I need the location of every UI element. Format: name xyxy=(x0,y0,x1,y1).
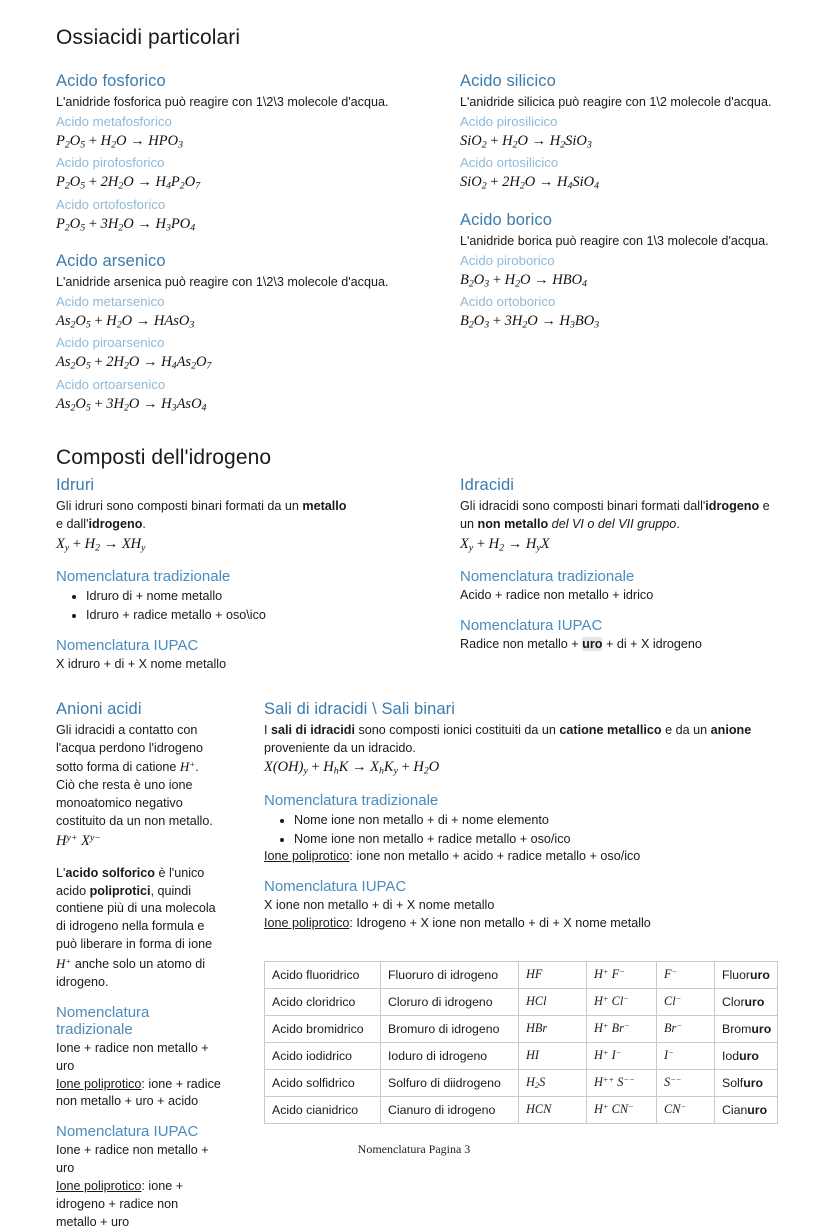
acido-arsenico-intro: L'anidride arsenica può reagire con 1\2\3 molecole d'acqua. xyxy=(56,275,389,289)
acido-borico-block xyxy=(460,211,778,334)
idracidi-iupac-part-b: + di + X idrogeno xyxy=(602,636,702,651)
anioni-iupac-poliprotico xyxy=(56,1178,221,1232)
idruri-nomenclatura-iupac-heading: Nomenclatura IUPAC xyxy=(56,636,199,654)
acido-borico-intro: L'anidride borica può reagire con 1\3 molecole d'acqua. xyxy=(460,233,769,248)
cell-anion: Br− xyxy=(657,1016,715,1043)
sali-def-sali-di-idracidi: sali di idracidi xyxy=(271,722,355,737)
idracidi-def-non-metallo: non metallo xyxy=(477,516,549,531)
idrogeno-columns xyxy=(56,476,778,674)
anion-name-suffix: uro xyxy=(751,1021,772,1036)
cell-iupac-name: Solfuro di diidrogeno xyxy=(381,1070,519,1097)
idracidi-tradizionale-rule: Acido + radice non metallo + idrico xyxy=(460,587,654,602)
anioni-cation-formula: H+ xyxy=(179,759,196,775)
acido-pirosilicico-label: Acido pirosilicico xyxy=(460,113,558,129)
anion-name-suffix: uro xyxy=(747,1102,768,1117)
sali-tradizionale-list xyxy=(264,811,778,849)
idruri-def-metallo: metallo xyxy=(302,499,347,513)
anioni-ione-formula: H+ xyxy=(56,956,72,972)
cell-anion: F− xyxy=(657,962,715,989)
anioni-para1-text: Gli idracidi a contatto con l'acqua perdono l'idrogeno sotto forma di catione xyxy=(56,722,203,775)
anioni-nomenclatura-iupac-heading: Nomenclatura IUPAC xyxy=(56,1123,199,1141)
anioni-paragraph-3 xyxy=(56,865,221,992)
composti-idrogeno-title: Composti dell'idrogeno xyxy=(56,446,272,469)
idracidi-definition xyxy=(460,498,778,534)
idracidi-iupac-uro-highlight: uro xyxy=(582,636,603,651)
idruri-nomenclatura-tradizionale-heading: Nomenclatura tradizionale xyxy=(56,567,231,585)
cell-anion-name xyxy=(715,1097,778,1124)
anion-name-root: Brom xyxy=(722,1021,752,1036)
anion-name-root: Cian xyxy=(722,1102,748,1117)
idracidi-nomenclatura-iupac-heading: Nomenclatura IUPAC xyxy=(460,616,603,634)
acido-metarsenico-label: Acido metarsenico xyxy=(56,293,165,309)
cell-acid-name: Acido bromidrico xyxy=(265,1016,381,1043)
acido-ortosilicico-label: Acido ortosilicico xyxy=(460,155,559,171)
cell-anion-name xyxy=(715,1043,778,1070)
anioni-equation: $H^{y+}$ $X^{y-}$ xyxy=(56,832,101,849)
anion-name-root: Solf xyxy=(722,1075,744,1090)
anioni-acidi-heading: Anioni acidi xyxy=(56,699,142,718)
list-item: • Idruro di + nome metallo xyxy=(86,587,452,606)
cell-ions: H++ S−− xyxy=(587,1070,657,1097)
cell-formula: HI xyxy=(519,1043,587,1070)
anioni-tradizionale-poliprotico xyxy=(56,1076,221,1112)
cell-anion-name xyxy=(715,1016,778,1043)
acido-silicico-intro: L'anidride silicica può reagire con 1\2 molecole d'acqua. xyxy=(460,95,772,109)
anioni-acido-solforico: acido solforico xyxy=(65,865,155,880)
anioni-para3-c: è l'unico acido xyxy=(56,865,205,898)
table-row xyxy=(265,962,778,989)
anioni-trad-poli-label: Ione poliprotico xyxy=(56,1076,142,1091)
idracidi-def-part-a: Gli idracidi sono composti binari formati dall' xyxy=(460,499,706,513)
anion-name-suffix: uro xyxy=(750,967,770,982)
sali-def-g: proveniente da un idracido. xyxy=(264,740,416,755)
acido-borico-heading: Acido borico xyxy=(460,210,552,229)
idruri-iupac-rule: X idruro + di + X nome metallo xyxy=(56,656,227,671)
acido-pirofosforico-equation: $P_2O_5 + 2H_2O \to H_4P_2O_7$ xyxy=(56,174,201,192)
acido-metafosforico-equation: $P_2O_5 + H_2O \to HPO_3$ xyxy=(56,133,183,151)
idracidi-iupac-rule xyxy=(460,636,778,654)
acido-silicico-heading: Acido silicico xyxy=(460,72,556,90)
page-title: Ossiacidi particolari xyxy=(56,26,241,49)
acido-fosforico-block xyxy=(56,72,452,236)
cell-anion: Cl− xyxy=(657,989,715,1016)
acido-ortoborico-label: Acido ortoborico xyxy=(460,293,556,309)
list-item: • Idruro + radice metallo + oso\ico xyxy=(86,606,452,625)
cell-anion-name xyxy=(715,962,778,989)
sali-trad-poli-label: Ione poliprotico xyxy=(264,849,350,864)
cell-anion-name xyxy=(715,989,778,1016)
acido-ortoarsenico-label: Acido ortoarsenico xyxy=(56,376,166,392)
acido-ortoborico-equation: $B_2O_3 + 3H_2O \to H_3BO_3$ xyxy=(460,313,600,331)
idracidi-table-body xyxy=(265,962,778,1124)
acido-fosforico-intro: L'anidride fosforica può reagire con 1\2\3 molecole d'acqua. xyxy=(56,95,389,109)
acido-piroarsenico-label: Acido piroarsenico xyxy=(56,335,165,351)
sali-nomenclatura-tradizionale-heading: Nomenclatura tradizionale xyxy=(264,791,439,809)
cell-anion: CN− xyxy=(657,1097,715,1124)
idracidi-def-idrogeno: idrogeno xyxy=(705,499,760,513)
acido-silicico-block xyxy=(460,72,778,195)
acido-pirosilicico-equation: $SiO_2 + H_2O \to H_2SiO_3$ xyxy=(460,133,592,151)
cell-ions: H+ Cl− xyxy=(587,989,657,1016)
sali-iupac-poli-label: Ione poliprotico xyxy=(264,916,350,931)
idracidi-iupac-part-a: Radice non metallo + xyxy=(460,636,583,651)
anioni-paragraph-2: Ciò che resta è uno ione monoatomico negativo costituito da un non metallo. xyxy=(56,778,213,829)
idracidi-equation: $X_y + H_2 \to H_yX$ xyxy=(460,535,550,554)
ossiacidi-left-column xyxy=(56,72,452,416)
cell-formula: $H_2S$ xyxy=(519,1070,587,1097)
anion-name-root: Clor xyxy=(722,994,745,1009)
cell-acid-name: Acido cianidrico xyxy=(265,1097,381,1124)
anioni-para3-e: , quindi contiene più di una molecola di idrogeno nella formula e può liberare in forma di ione xyxy=(56,883,216,952)
anioni-nomenclatura-tradizionale-heading: Nomenclatura tradizionale xyxy=(56,1003,150,1038)
sali-def-c: sono composti ionici costituiti da un xyxy=(355,722,560,737)
table-row xyxy=(265,1070,778,1097)
idruri-definition xyxy=(56,498,452,534)
sali-def-a: I xyxy=(264,722,271,737)
idracidi-def-gruppo: del VI o del VII gruppo xyxy=(548,516,677,531)
idracidi-def-part-c: . xyxy=(676,516,680,531)
sali-iupac-poliprotico xyxy=(264,915,778,933)
idruri-def-part-b: e dall' xyxy=(56,516,89,531)
cell-ions: H+ F− xyxy=(587,962,657,989)
idruri-column xyxy=(56,476,452,674)
cell-acid-name: Acido fluoridrico xyxy=(265,962,381,989)
cell-ions: H+ Br− xyxy=(587,1016,657,1043)
cell-iupac-name: Bromuro di idrogeno xyxy=(381,1016,519,1043)
idruri-tradizionale-list xyxy=(56,587,452,625)
anioni-poliprotici: poliprotici xyxy=(89,883,151,898)
page-footer: Nomenclatura Pagina 3 xyxy=(357,1142,471,1156)
ossiacidi-columns xyxy=(56,72,778,416)
anioni-iupac-poli-label: Ione poliprotico xyxy=(56,1179,142,1194)
acido-piroborico-equation: $B_2O_3 + H_2O \to HBO_4$ xyxy=(460,271,587,290)
anion-name-suffix: uro xyxy=(739,1048,759,1063)
sali-trad-poli-rule: : ione non metallo + acido + radice metallo + oso/ico xyxy=(349,849,641,864)
sali-def-catione-metallico: catione metallico xyxy=(559,722,662,737)
anioni-iupac-rule: Ione + radice non metallo + uro xyxy=(56,1143,209,1176)
acido-pirofosforico-label: Acido pirofosforico xyxy=(56,155,165,171)
sali-iupac-rule: X ione non metallo + di + X nome metallo xyxy=(264,898,495,913)
cell-formula: HCl xyxy=(519,989,587,1016)
cell-iupac-name: Fluoruro di idrogeno xyxy=(381,962,519,989)
acido-piroarsenico-equation: $As_2O_5 + 2H_2O \to H_4As_2O_7$ xyxy=(56,354,212,372)
idruri-equation: $X_y + H_2 \to XH_y$ xyxy=(56,535,146,554)
sali-equation: $X(OH)_y + H_hK \to X_hK_y + H_2O$ xyxy=(264,759,440,777)
anion-name-root: Iod xyxy=(722,1048,740,1063)
idruri-def-part-a: Gli idruri sono composti binari formati da un xyxy=(56,499,303,513)
cell-iupac-name: Cloruro di idrogeno xyxy=(381,989,519,1016)
sali-tradizionale-poliprotico xyxy=(264,848,778,866)
cell-formula: HCN xyxy=(519,1097,587,1124)
cell-formula: HF xyxy=(519,962,587,989)
cell-ions: H+ CN− xyxy=(587,1097,657,1124)
idracidi-heading: Idracidi xyxy=(460,476,514,494)
cell-formula: HBr xyxy=(519,1016,587,1043)
acido-arsenico-block xyxy=(56,252,452,416)
cell-acid-name: Acido solfidrico xyxy=(265,1070,381,1097)
acido-piroborico-label: Acido piroborico xyxy=(460,252,555,268)
idruri-def-idrogeno: idrogeno xyxy=(88,516,143,531)
table-row xyxy=(265,1043,778,1070)
acido-arsenico-heading: Acido arsenico xyxy=(56,252,166,270)
acido-fosforico-heading: Acido fosforico xyxy=(56,72,166,90)
cell-acid-name: Acido cloridrico xyxy=(265,989,381,1016)
anioni-tradizionale-rule: Ione + radice non metallo + uro xyxy=(56,1040,209,1073)
ossiacidi-right-column xyxy=(452,72,778,416)
idracidi-def-part-b: e un xyxy=(460,499,770,531)
idracidi-nomenclatura-tradizionale-heading: Nomenclatura tradizionale xyxy=(460,567,635,585)
anioni-paragraph-1 xyxy=(56,722,221,778)
sali-def-e: e da un xyxy=(661,722,711,737)
anioni-para3-f: anche solo un atomo di idrogeno. xyxy=(56,957,206,989)
cell-acid-name: Acido iodidrico xyxy=(265,1043,381,1070)
anioni-trad-poli-rule: : ione + radice non metallo + uro + acido xyxy=(56,1076,221,1109)
anioni-para1-end: . xyxy=(195,760,199,775)
acido-ortosilicico-equation: $SiO_2 + 2H_2O \to H_4SiO_4$ xyxy=(460,174,600,192)
anioni-iupac-poli-rule: : ione + idrogeno + radice non metallo + uro xyxy=(56,1179,184,1229)
table-row xyxy=(265,1016,778,1043)
cell-iupac-name: Cianuro di idrogeno xyxy=(381,1097,519,1124)
sali-idracidi-heading: Sali di idracidi \ Sali binari xyxy=(264,699,456,718)
anioni-para3-a: L' xyxy=(56,865,66,880)
cell-anion: I− xyxy=(657,1043,715,1070)
acido-ortofosforico-label: Acido ortofosforico xyxy=(56,196,166,212)
acido-metafosforico-label: Acido metafosforico xyxy=(56,113,172,129)
cell-anion: S−− xyxy=(657,1070,715,1097)
anion-name-suffix: uro xyxy=(744,994,765,1009)
anion-name-root: Fluor xyxy=(722,967,751,982)
cell-anion-name xyxy=(715,1070,778,1097)
cell-iupac-name: Ioduro di idrogeno xyxy=(381,1043,519,1070)
anion-name-suffix: uro xyxy=(743,1075,764,1090)
idruri-def-part-c: . xyxy=(142,516,146,531)
sali-def-anione: anione xyxy=(710,722,752,737)
acido-ortoarsenico-equation: $As_2O_5 + 3H_2O \to H_3AsO_4$ xyxy=(56,395,207,414)
acido-ortofosforico-equation: $P_2O_5 + 3H_2O \to H_3PO_4$ xyxy=(56,215,196,234)
table-row xyxy=(265,989,778,1016)
idracidi-table xyxy=(264,961,778,1124)
list-item: • Nome ione non metallo + radice metallo + oso/ico xyxy=(294,830,778,849)
sali-iupac-poli-rule: : Idrogeno + X ione non metallo + di + X nome metallo xyxy=(349,916,651,931)
idracidi-column xyxy=(452,476,778,674)
acido-metarsenico-equation: $As_2O_5 + H_2O$ → HAsO$_3$ xyxy=(56,313,195,331)
idruri-heading: Idruri xyxy=(56,476,95,494)
list-item: • Nome ione non metallo + di + nome elemento xyxy=(294,811,778,830)
sali-definition xyxy=(264,722,778,758)
table-row xyxy=(265,1097,778,1124)
sali-nomenclatura-iupac-heading: Nomenclatura IUPAC xyxy=(264,878,407,896)
cell-ions: H+ I− xyxy=(587,1043,657,1070)
